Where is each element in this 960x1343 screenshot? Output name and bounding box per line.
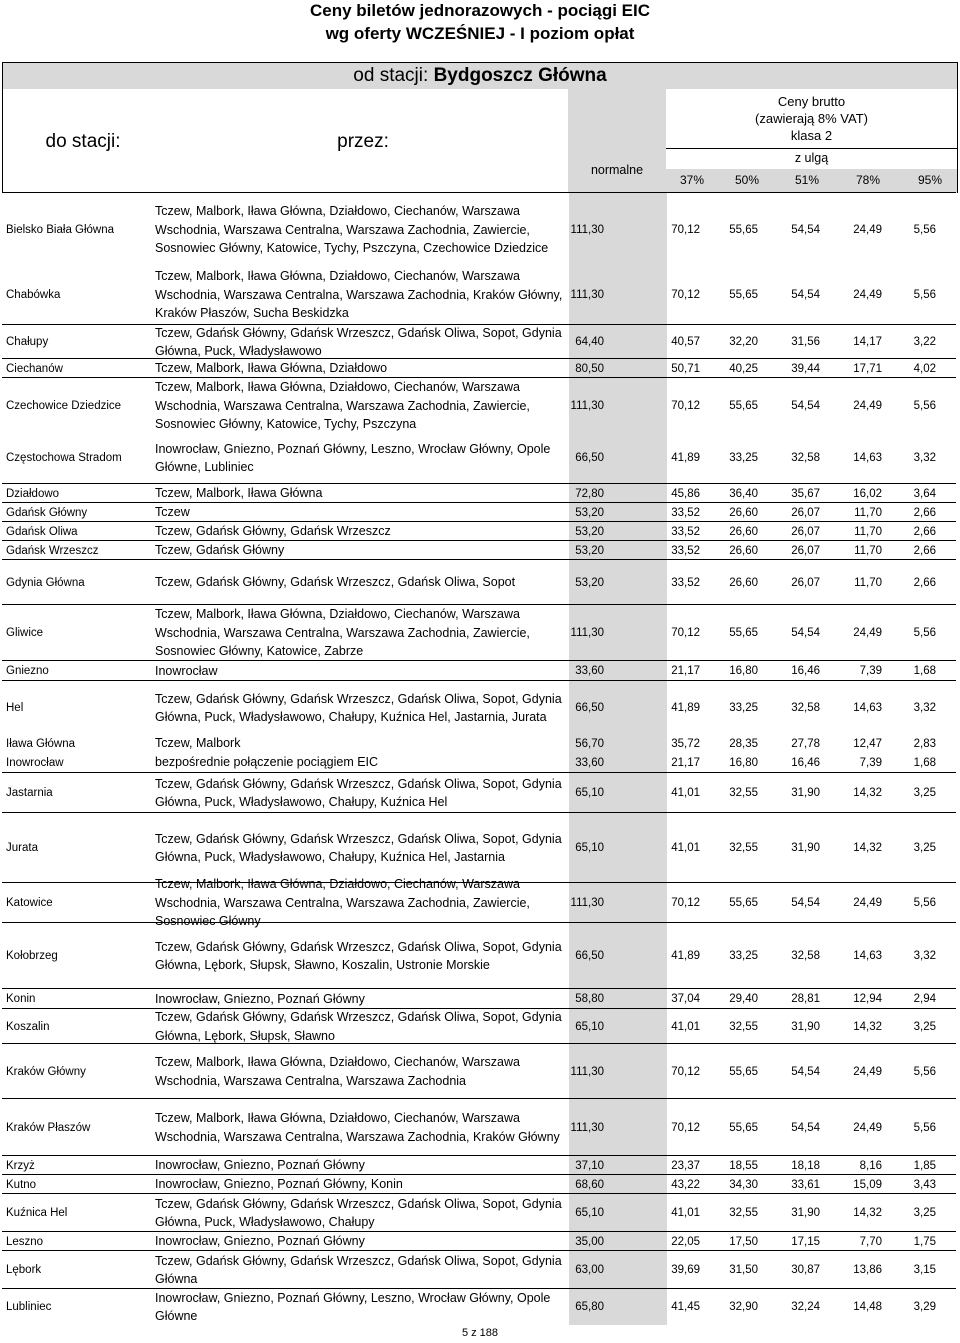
discount-price: 26,07 bbox=[791, 544, 820, 557]
discount-price: 33,52 bbox=[671, 544, 700, 557]
discount-percent: 95% bbox=[917, 173, 943, 187]
discount-price: 70,12 bbox=[671, 400, 700, 412]
table-row bbox=[2, 266, 956, 324]
discount-price: 31,90 bbox=[791, 787, 820, 799]
discount-price: 32,55 bbox=[729, 787, 758, 799]
via-stations: Tczew, Malbork, Iława Główna, Działdowo, Ciechanów, Warszawa Wschodnia, Warszawa Centralna, Warszawa Zachodnia bbox=[155, 1055, 520, 1088]
via-stations: Inowrocław, Gniezno, Poznań Główny bbox=[155, 1158, 365, 1173]
discount-price: 14,63 bbox=[853, 950, 882, 962]
discount-price: 3,25 bbox=[913, 842, 936, 854]
discount-price: 50,71 bbox=[671, 362, 700, 375]
discount-price: 3,43 bbox=[913, 1178, 936, 1191]
discount-price: 7,39 bbox=[859, 665, 882, 677]
discount-price: 32,58 bbox=[791, 452, 820, 464]
discount-price: 40,25 bbox=[729, 362, 758, 375]
normal-price: 111,30 bbox=[570, 1121, 604, 1134]
discount-price: 3,22 bbox=[913, 336, 936, 348]
via-stations: Inowrocław bbox=[155, 663, 218, 678]
discount-price: 55,65 bbox=[729, 1121, 758, 1134]
destination-station: Lubliniec bbox=[6, 1301, 52, 1313]
discount-price: 11,70 bbox=[854, 506, 882, 519]
table-row bbox=[2, 1008, 956, 1044]
divider bbox=[666, 148, 957, 149]
discount-price: 7,70 bbox=[859, 1235, 882, 1248]
normal-price: 65,80 bbox=[575, 1301, 604, 1313]
table-row bbox=[2, 922, 956, 989]
discount-price: 15,09 bbox=[853, 1178, 882, 1191]
discount-price: 2,66 bbox=[913, 576, 936, 589]
discount-price: 26,60 bbox=[729, 525, 758, 538]
table-row bbox=[2, 1043, 956, 1099]
discount-price: 3,29 bbox=[913, 1301, 936, 1313]
discount-price: 3,32 bbox=[913, 452, 936, 464]
destination-station: Chałupy bbox=[6, 336, 49, 348]
destination-station: Gdańsk Główny bbox=[6, 506, 88, 519]
discount-percent: 50% bbox=[734, 173, 760, 187]
discount-price: 3,25 bbox=[913, 787, 936, 799]
destination-station: Czechowice Dziedzice bbox=[6, 400, 122, 412]
discount-price: 31,50 bbox=[729, 1264, 758, 1276]
table-row bbox=[2, 324, 956, 359]
table-row bbox=[2, 1250, 956, 1289]
discount-label: z ulgą bbox=[794, 151, 829, 165]
discount-price: 17,15 bbox=[791, 1235, 820, 1248]
table-row bbox=[2, 559, 956, 605]
discount-price: 33,52 bbox=[671, 506, 700, 519]
table-row bbox=[2, 1231, 956, 1251]
destination-station: Jurata bbox=[6, 842, 38, 854]
discount-price: 37,04 bbox=[671, 993, 700, 1005]
discount-price: 31,90 bbox=[791, 842, 820, 854]
discount-price: 5,56 bbox=[913, 224, 936, 236]
normal-price: 66,50 bbox=[575, 452, 604, 464]
discount-price: 70,12 bbox=[671, 289, 700, 301]
discount-price: 31,90 bbox=[791, 1020, 820, 1033]
discount-price: 32,55 bbox=[729, 1207, 758, 1219]
discount-price: 43,22 bbox=[671, 1178, 700, 1191]
discount-percent-row bbox=[666, 169, 957, 193]
via-stations: Inowrocław, Gniezno, Poznań Główny, Konin bbox=[155, 1177, 403, 1192]
via-stations: Tczew, Malbork, Iława Główna, Działdowo, Ciechanów, Warszawa Wschodnia, Warszawa Centralna, Warszawa Zachodnia, Zawiercie, Sosnowiec Główny, Katowice, Tychy, Pszczyna bbox=[155, 380, 530, 432]
via-stations: Tczew, Gdańsk Główny, Gdańsk Wrzeszcz, Gdańsk Oliwa, Sopot, Gdynia Główna bbox=[155, 1253, 562, 1286]
normal-price: 58,80 bbox=[575, 993, 604, 1005]
destination-station: Koszalin bbox=[6, 1020, 50, 1033]
discount-price: 24,49 bbox=[853, 897, 882, 909]
discount-price: 39,44 bbox=[791, 362, 820, 375]
normal-price: 56,70 bbox=[575, 737, 604, 750]
discount-price: 14,17 bbox=[853, 336, 882, 348]
table-row bbox=[2, 521, 956, 541]
discount-price: 5,56 bbox=[913, 289, 936, 301]
via-stations: Inowrocław, Gniezno, Poznań Główny, Leszno, Wrocław Główny, Opole Główne, Lubliniec bbox=[155, 441, 551, 474]
table-row bbox=[2, 377, 956, 434]
discount-percent: 78% bbox=[855, 173, 881, 187]
via-stations: Tczew, Gdańsk Główny, Gdańsk Wrzeszcz, Gdańsk Oliwa, Sopot, Gdynia Główna, Puck, Władysławowo bbox=[155, 325, 562, 358]
table-row bbox=[2, 1193, 956, 1232]
via-stations: Inowrocław, Gniezno, Poznań Główny bbox=[155, 991, 365, 1006]
normal-price: 33,60 bbox=[575, 756, 604, 769]
normal-price: 37,10 bbox=[575, 1159, 604, 1172]
discount-price: 11,70 bbox=[854, 544, 882, 557]
discount-price: 35,67 bbox=[791, 487, 820, 500]
discount-price: 41,89 bbox=[671, 950, 700, 962]
normal-price: 111,30 bbox=[570, 627, 604, 639]
discount-price: 30,87 bbox=[791, 1264, 820, 1276]
destination-station: Konin bbox=[6, 993, 36, 1005]
discount-price: 1,75 bbox=[913, 1235, 936, 1248]
discount-price: 54,54 bbox=[791, 289, 820, 301]
page-number: 5 z 188 bbox=[461, 1327, 499, 1339]
table-row bbox=[2, 433, 956, 483]
discount-price: 8,16 bbox=[859, 1159, 882, 1172]
discount-price: 1,68 bbox=[913, 665, 936, 677]
discount-price: 1,85 bbox=[913, 1159, 936, 1172]
discount-price: 41,01 bbox=[671, 787, 700, 799]
discount-price: 55,65 bbox=[729, 897, 758, 909]
discount-percent: 37% bbox=[679, 173, 705, 187]
discount-price: 24,49 bbox=[853, 289, 882, 301]
table-row bbox=[2, 772, 956, 813]
destination-station: Iława Główna bbox=[6, 737, 76, 750]
discount-price: 33,61 bbox=[791, 1178, 820, 1191]
destination-station: Gdynia Główna bbox=[6, 576, 85, 589]
via-stations: Tczew, Gdańsk Główny, Gdańsk Wrzeszcz, Gdańsk Oliwa, Sopot, Gdynia Główna, Puck, Władysławowo, Chałupy, Kuźnica Hel bbox=[155, 776, 562, 809]
discount-price: 54,54 bbox=[791, 897, 820, 909]
discount-price: 33,25 bbox=[729, 452, 758, 464]
discount-price: 41,89 bbox=[671, 702, 700, 714]
discount-price: 54,54 bbox=[791, 627, 820, 639]
normal-price: 63,00 bbox=[575, 1264, 604, 1276]
via-stations: Tczew, Malbork, Iława Główna, Działdowo, Ciechanów, Warszawa Wschodnia, Warszawa Centralna, Warszawa Zachodnia, Kraków Główny bbox=[155, 1111, 560, 1144]
table-row bbox=[2, 988, 956, 1009]
table-row bbox=[2, 734, 956, 753]
normal-fare-label: normalne bbox=[590, 163, 644, 177]
destination-station: Kuźnica Hel bbox=[6, 1207, 68, 1219]
destination-station: Gdańsk Oliwa bbox=[6, 525, 78, 538]
discount-price: 21,17 bbox=[671, 665, 700, 677]
discount-price: 41,01 bbox=[671, 1020, 700, 1033]
destination-station: Gniezno bbox=[6, 665, 49, 677]
via-stations: Tczew, Gdańsk Główny, Gdańsk Wrzeszcz, Gdańsk Oliwa, Sopot, Gdynia Główna, Lębork, Słupsk, Sławno bbox=[155, 1010, 562, 1043]
table-row bbox=[2, 192, 956, 267]
normal-price: 65,10 bbox=[575, 842, 604, 854]
via-stations: Tczew, Malbork, Iława Główna, Działdowo, Ciechanów, Warszawa Wschodnia, Warszawa Centralna, Warszawa Zachodnia, Zawiercie, Sosnowiec Główny, Katowice, Zabrze bbox=[155, 607, 530, 659]
discount-price: 31,90 bbox=[791, 1207, 820, 1219]
discount-price: 3,15 bbox=[913, 1264, 936, 1276]
discount-price: 32,90 bbox=[729, 1301, 758, 1313]
discount-price: 12,94 bbox=[853, 993, 882, 1005]
normal-price: 111,30 bbox=[570, 1065, 604, 1078]
discount-price: 18,18 bbox=[791, 1159, 820, 1172]
discount-price: 24,49 bbox=[853, 1065, 882, 1078]
normal-price: 111,30 bbox=[570, 224, 604, 236]
discount-price: 54,54 bbox=[791, 1121, 820, 1134]
normal-price: 65,10 bbox=[575, 1207, 604, 1219]
normal-price: 66,50 bbox=[575, 950, 604, 962]
title-line-1: Ceny biletów jednorazowych - pociągi EIC bbox=[309, 1, 651, 20]
discount-price: 39,69 bbox=[671, 1264, 700, 1276]
table-row bbox=[2, 660, 956, 681]
destination-station: Kraków Płaszów bbox=[6, 1121, 91, 1134]
via-stations: Tczew, Malbork, Iława Główna, Działdowo bbox=[155, 361, 388, 376]
normal-price: 65,10 bbox=[575, 787, 604, 799]
normal-price: 53,20 bbox=[575, 576, 604, 589]
discount-price: 70,12 bbox=[671, 224, 700, 236]
discount-price: 32,58 bbox=[791, 950, 820, 962]
discount-price: 33,25 bbox=[729, 950, 758, 962]
discount-price: 16,46 bbox=[791, 756, 820, 769]
discount-price: 21,17 bbox=[671, 756, 700, 769]
discount-price: 11,70 bbox=[854, 525, 882, 538]
discount-percent: 51% bbox=[794, 173, 820, 187]
destination-station: Częstochowa Stradom bbox=[6, 452, 122, 464]
discount-price: 36,40 bbox=[729, 487, 758, 500]
discount-price: 70,12 bbox=[671, 627, 700, 639]
table-row bbox=[2, 877, 956, 929]
discount-price: 16,80 bbox=[729, 756, 758, 769]
discount-price: 14,48 bbox=[853, 1301, 882, 1313]
discount-price: 54,54 bbox=[791, 400, 820, 412]
destination-station: Gdańsk Wrzeszcz bbox=[6, 544, 99, 557]
discount-price: 2,83 bbox=[913, 737, 936, 750]
discount-price: 11,70 bbox=[854, 576, 882, 589]
normal-price: 64,40 bbox=[575, 336, 604, 348]
discount-price: 27,78 bbox=[791, 737, 820, 750]
via-stations: Tczew, Gdańsk Główny bbox=[155, 543, 285, 558]
discount-price: 16,46 bbox=[791, 665, 820, 677]
via-stations: Inowrocław, Gniezno, Poznań Główny, Leszno, Wrocław Główny, Opole Główne bbox=[155, 1290, 551, 1323]
destination-station: Gliwice bbox=[6, 627, 44, 639]
discount-price: 28,81 bbox=[791, 993, 820, 1005]
discount-price: 4,02 bbox=[913, 362, 936, 375]
discount-price: 32,58 bbox=[791, 702, 820, 714]
discount-price: 16,80 bbox=[729, 665, 758, 677]
destination-station: Leszno bbox=[6, 1235, 44, 1248]
discount-price: 32,55 bbox=[729, 1020, 758, 1033]
discount-price: 14,32 bbox=[853, 1207, 882, 1219]
destination-station: Działdowo bbox=[6, 487, 60, 500]
from-station-heading: od stacji: Bydgoszcz Główna bbox=[353, 65, 607, 86]
to-station-label: do stacji: bbox=[45, 131, 121, 152]
via-stations: Tczew, Gdańsk Główny, Gdańsk Wrzeszcz, Gdańsk Oliwa, Sopot, Gdynia Główna, Puck, Władysławowo, Chałupy, Kuźnica Hel, Jastarnia, Jurata bbox=[155, 691, 562, 724]
discount-price: 14,32 bbox=[853, 787, 882, 799]
discount-price: 41,45 bbox=[671, 1301, 700, 1313]
destination-station: Katowice bbox=[6, 897, 53, 909]
discount-price: 55,65 bbox=[729, 224, 758, 236]
discount-price: 55,65 bbox=[729, 627, 758, 639]
discount-price: 5,56 bbox=[913, 627, 936, 639]
discount-price: 70,12 bbox=[671, 1065, 700, 1078]
discount-price: 55,65 bbox=[729, 1065, 758, 1078]
discount-price: 33,52 bbox=[671, 525, 700, 538]
normal-price: 111,30 bbox=[570, 289, 604, 301]
via-stations: Tczew bbox=[155, 505, 190, 520]
table-row bbox=[2, 753, 956, 772]
normal-price: 53,20 bbox=[575, 525, 604, 538]
via-stations: Tczew, Malbork, Iława Główna, Działdowo, Ciechanów, Warszawa Wschodnia, Warszawa Centralna, Warszawa Zachodnia, Kraków Główny, Kraków Płaszów, Sucha Beskidzka bbox=[155, 269, 563, 321]
destination-station: Bielsko Biała Główna bbox=[6, 224, 115, 236]
discount-price: 70,12 bbox=[671, 897, 700, 909]
destination-station: Kutno bbox=[6, 1178, 37, 1191]
discount-price: 18,55 bbox=[729, 1159, 758, 1172]
discount-price: 2,66 bbox=[913, 544, 936, 557]
table-row bbox=[2, 540, 956, 560]
destination-station: Chabówka bbox=[6, 289, 61, 301]
discount-price: 17,50 bbox=[729, 1235, 758, 1248]
table-row bbox=[2, 1098, 956, 1156]
discount-price: 54,54 bbox=[791, 1065, 820, 1078]
discount-price: 12,47 bbox=[853, 737, 882, 750]
via-stations: bezpośrednie połączenie pociągiem EIC bbox=[155, 755, 379, 770]
discount-price: 2,66 bbox=[913, 506, 936, 519]
discount-price: 23,37 bbox=[671, 1159, 700, 1172]
destination-station: Ciechanów bbox=[6, 362, 63, 375]
discount-price: 32,55 bbox=[729, 842, 758, 854]
discount-price: 26,07 bbox=[791, 506, 820, 519]
discount-price: 26,60 bbox=[729, 506, 758, 519]
discount-price: 1,68 bbox=[913, 756, 936, 769]
via-stations: Tczew, Gdańsk Główny, Gdańsk Wrzeszcz, Gdańsk Oliwa, Sopot bbox=[155, 575, 516, 590]
normal-column-shade bbox=[568, 89, 666, 193]
discount-price: 26,07 bbox=[791, 525, 820, 538]
normal-price: 80,50 bbox=[575, 362, 604, 375]
discount-price: 31,56 bbox=[791, 336, 820, 348]
discount-price: 26,60 bbox=[729, 544, 758, 557]
discount-price: 3,32 bbox=[913, 702, 936, 714]
via-stations: Tczew, Malbork, Iława Główna, Działdowo, Ciechanów, Warszawa Wschodnia, Warszawa Centralna, Warszawa Zachodnia, Zawiercie, Sosnowiec Główny bbox=[155, 877, 530, 929]
discount-price: 2,94 bbox=[913, 993, 936, 1005]
normal-price: 72,80 bbox=[575, 487, 604, 500]
destination-station: Kraków Główny bbox=[6, 1065, 86, 1078]
via-stations: Tczew, Malbork, Iława Główna bbox=[155, 486, 323, 501]
destination-station: Krzyż bbox=[6, 1159, 35, 1172]
table-row bbox=[2, 812, 956, 883]
via-stations: Tczew, Gdańsk Główny, Gdańsk Wrzeszcz, Gdańsk Oliwa, Sopot, Gdynia Główna, Puck, Władysławowo, Chałupy, Kuźnica Hel, Jastarnia bbox=[155, 831, 562, 864]
discount-price: 35,72 bbox=[671, 737, 700, 750]
discount-price: 28,35 bbox=[729, 737, 758, 750]
discount-price: 22,05 bbox=[671, 1235, 700, 1248]
discount-price: 24,49 bbox=[853, 627, 882, 639]
via-stations: Inowrocław, Gniezno, Poznań Główny bbox=[155, 1234, 365, 1249]
discount-price: 3,64 bbox=[913, 487, 936, 500]
table-header bbox=[2, 62, 958, 193]
prices-caption: Ceny brutto (zawierają 8% VAT) klasa 2 bbox=[755, 94, 868, 143]
normal-price: 65,10 bbox=[575, 1020, 604, 1033]
normal-price: 66,50 bbox=[575, 702, 604, 714]
discount-price: 32,20 bbox=[729, 336, 758, 348]
table-row bbox=[2, 358, 956, 378]
discount-price: 14,63 bbox=[853, 702, 882, 714]
discount-price: 33,52 bbox=[671, 576, 700, 589]
discount-price: 14,63 bbox=[853, 452, 882, 464]
discount-price: 55,65 bbox=[729, 400, 758, 412]
normal-price: 35,00 bbox=[575, 1235, 604, 1248]
discount-price: 41,01 bbox=[671, 842, 700, 854]
discount-price: 3,25 bbox=[913, 1020, 936, 1033]
table-row bbox=[2, 1174, 956, 1194]
destination-station: Inowrocław bbox=[6, 756, 64, 769]
discount-price: 54,54 bbox=[791, 224, 820, 236]
discount-price: 5,56 bbox=[913, 1121, 936, 1134]
discount-price: 3,32 bbox=[913, 950, 936, 962]
discount-price: 3,25 bbox=[913, 1207, 936, 1219]
normal-price: 53,20 bbox=[575, 506, 604, 519]
normal-price: 111,30 bbox=[570, 897, 604, 909]
destination-station: Jastarnia bbox=[6, 787, 53, 799]
discount-price: 26,60 bbox=[729, 576, 758, 589]
via-stations: Tczew, Malbork, Iława Główna, Działdowo, Ciechanów, Warszawa Wschodnia, Warszawa Centralna, Warszawa Zachodnia, Zawiercie, Sosnowiec Główny, Katowice, Tychy, Pszczyna, Czechowice Dziedzice bbox=[155, 204, 549, 256]
via-stations: Tczew, Gdańsk Główny, Gdańsk Wrzeszcz, Gdańsk Oliwa, Sopot, Gdynia Główna, Lębork, Słupsk, Sławno, Koszalin, Ustronie Morskie bbox=[155, 939, 562, 972]
discount-price: 5,56 bbox=[913, 897, 936, 909]
table-row bbox=[2, 1288, 956, 1325]
via-stations: Tczew, Gdańsk Główny, Gdańsk Wrzeszcz, Gdańsk Oliwa, Sopot, Gdynia Główna, Puck, Władysławowo, Chałupy bbox=[155, 1196, 562, 1229]
destination-station: Hel bbox=[6, 702, 24, 714]
destination-station: Lębork bbox=[6, 1264, 42, 1276]
discount-price: 33,25 bbox=[729, 702, 758, 714]
discount-price: 17,71 bbox=[853, 362, 882, 375]
via-stations: Tczew, Malbork bbox=[155, 736, 241, 751]
title-line-2: wg oferty WCZEŚNIEJ - I poziom opłat bbox=[325, 24, 635, 43]
discount-price: 45,86 bbox=[671, 487, 700, 500]
discount-price: 26,07 bbox=[791, 576, 820, 589]
discount-price: 14,32 bbox=[853, 1020, 882, 1033]
normal-price: 53,20 bbox=[575, 544, 604, 557]
table-row bbox=[2, 680, 956, 735]
table-row bbox=[2, 604, 956, 661]
discount-price: 14,32 bbox=[853, 842, 882, 854]
discount-price: 32,24 bbox=[791, 1301, 820, 1313]
discount-price: 24,49 bbox=[853, 224, 882, 236]
discount-price: 24,49 bbox=[853, 1121, 882, 1134]
table-row bbox=[2, 502, 956, 522]
discount-price: 41,89 bbox=[671, 452, 700, 464]
discount-price: 5,56 bbox=[913, 400, 936, 412]
normal-price: 68,60 bbox=[575, 1178, 604, 1191]
discount-price: 7,39 bbox=[859, 756, 882, 769]
via-label: przez: bbox=[337, 131, 389, 152]
discount-price: 40,57 bbox=[671, 336, 700, 348]
normal-price: 111,30 bbox=[570, 400, 604, 412]
normal-price: 33,60 bbox=[575, 665, 604, 677]
discount-price: 2,66 bbox=[913, 525, 936, 538]
discount-price: 24,49 bbox=[853, 400, 882, 412]
discount-price: 41,01 bbox=[671, 1207, 700, 1219]
table-row bbox=[2, 1155, 956, 1175]
destination-station: Kołobrzeg bbox=[6, 950, 58, 962]
discount-price: 29,40 bbox=[729, 993, 758, 1005]
discount-price: 13,86 bbox=[853, 1264, 882, 1276]
discount-price: 55,65 bbox=[729, 289, 758, 301]
discount-price: 70,12 bbox=[671, 1121, 700, 1134]
via-stations: Tczew, Gdańsk Główny, Gdańsk Wrzeszcz bbox=[155, 524, 391, 539]
discount-price: 5,56 bbox=[913, 1065, 936, 1078]
table-row bbox=[2, 483, 956, 503]
discount-price: 34,30 bbox=[729, 1178, 758, 1191]
discount-price: 16,02 bbox=[853, 487, 882, 500]
